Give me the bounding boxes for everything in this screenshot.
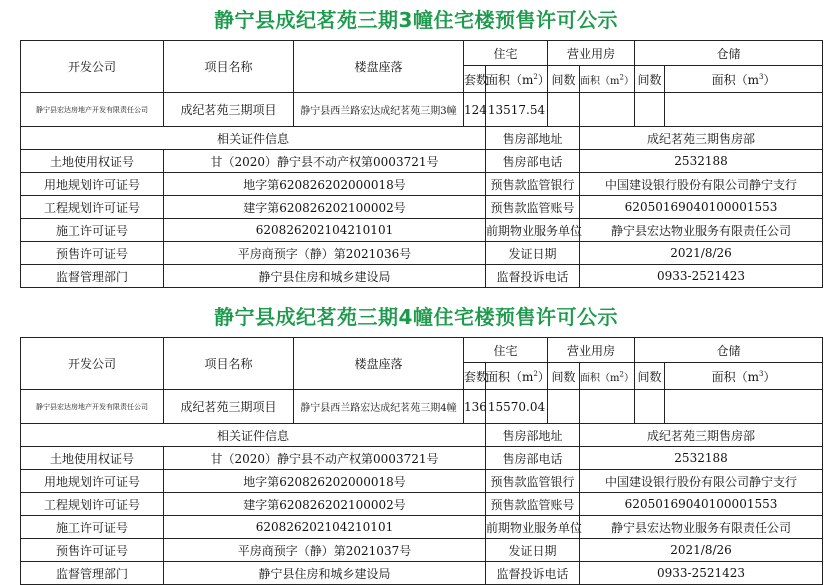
info-value: 62050169040100001553 xyxy=(580,196,823,219)
storage-header: 仓储 xyxy=(635,338,823,363)
cert-value: 甘（2020）静宁县不动产权第0003721号 xyxy=(164,150,486,173)
info-label: 售房部电话 xyxy=(486,150,580,173)
info-value: 2021/8/26 xyxy=(580,242,823,265)
cert-row xyxy=(21,562,823,585)
sets-header: 套数 xyxy=(464,66,486,93)
sales-office-value: 成纪茗苑三期售房部 xyxy=(580,424,823,447)
rooms-header: 间数 xyxy=(548,363,580,390)
storage-area-value xyxy=(665,93,823,127)
permit-notice-building-3 xyxy=(0,0,832,284)
info-value: 62050169040100001553 xyxy=(580,493,823,516)
cert-value: 静宁县住房和城乡建设局 xyxy=(164,562,486,585)
info-value: 静宁县宏达物业服务有限责任公司 xyxy=(580,219,823,242)
cert-row xyxy=(21,265,823,288)
commercial-area-header: 面积$(m^2)$ xyxy=(580,363,635,390)
cert-value: 地字第620826202000018号 xyxy=(164,470,486,493)
storage-rooms-value xyxy=(635,390,665,424)
cert-label: 土地使用权证号 xyxy=(21,150,164,173)
cert-label: 监督管理部门 xyxy=(21,562,164,585)
info-label: 预售款监管银行 xyxy=(486,470,580,493)
commercial-area-value xyxy=(580,93,635,127)
info-value: 中国建设银行股份有限公司静宁支行 xyxy=(580,173,823,196)
location-value: 静宁县西兰路宏达成纪茗苑三期4幢 xyxy=(294,390,464,424)
sales-office-value: 成纪茗苑三期售房部 xyxy=(580,127,823,150)
project-row xyxy=(21,93,823,127)
sets-header: 套数 xyxy=(464,363,486,390)
sets-value: 124 xyxy=(464,93,486,127)
cert-value: 建字第620826202100002号 xyxy=(164,196,486,219)
cert-label: 施工许可证号 xyxy=(21,219,164,242)
info-label: 售房部电话 xyxy=(486,447,580,470)
storage-header: 仓储 xyxy=(635,41,823,66)
cert-info-header: 相关证件信息 xyxy=(21,127,486,150)
cert-value: 平房商预字（静）第2021037号 xyxy=(164,539,486,562)
notice-title: 静宁县成纪茗苑三期4幢住宅楼预售许可公示 xyxy=(214,305,618,329)
info-label: 监督投诉电话 xyxy=(486,562,580,585)
area-header: 面积$(m^2)$ xyxy=(486,363,548,390)
cert-row xyxy=(21,516,823,539)
commercial-rooms-value xyxy=(548,93,580,127)
info-label: 预售款监管银行 xyxy=(486,173,580,196)
cert-row xyxy=(21,242,823,265)
residential-header: 住宅 xyxy=(464,338,548,363)
cert-value: 平房商预字（静）第2021036号 xyxy=(164,242,486,265)
info-value: 中国建设银行股份有限公司静宁支行 xyxy=(580,470,823,493)
cert-label: 监督管理部门 xyxy=(21,265,164,288)
info-label: 前期物业服务单位 xyxy=(486,219,580,242)
storage-rooms-header: 间数 xyxy=(635,363,665,390)
cert-label: 施工许可证号 xyxy=(21,516,164,539)
location-header: 楼盘座落 xyxy=(294,41,464,93)
commercial-header: 营业用房 xyxy=(548,41,635,66)
permit-notice-building-4 xyxy=(0,297,832,581)
header-row-1 xyxy=(21,41,823,66)
cert-row xyxy=(21,470,823,493)
project-name-value: 成纪茗苑三期项目 xyxy=(164,390,294,424)
info-value: 0933-2521423 xyxy=(580,265,823,288)
storage-rooms-header: 间数 xyxy=(635,66,665,93)
cert-label: 用地规划许可证号 xyxy=(21,470,164,493)
commercial-rooms-value xyxy=(548,390,580,424)
cert-row xyxy=(21,219,823,242)
info-label: 预售款监管账号 xyxy=(486,493,580,516)
location-header: 楼盘座落 xyxy=(294,338,464,390)
developer-value: 静宁县宏达房地产开发有限责任公司 xyxy=(21,390,164,424)
project-name-header: 项目名称 xyxy=(164,41,294,93)
cert-row xyxy=(21,150,823,173)
cert-value: 建字第620826202100002号 xyxy=(164,493,486,516)
info-label: 监督投诉电话 xyxy=(486,265,580,288)
cert-value: 甘（2020）静宁县不动产权第0003721号 xyxy=(164,447,486,470)
info-value: 2021/8/26 xyxy=(580,539,823,562)
developer-value: 静宁县宏达房地产开发有限责任公司 xyxy=(21,93,164,127)
cert-value: 620826202104210101 xyxy=(164,516,486,539)
project-name-header: 项目名称 xyxy=(164,338,294,390)
commercial-area-value xyxy=(580,390,635,424)
cert-label: 预售许可证号 xyxy=(21,242,164,265)
info-value: 2532188 xyxy=(580,150,823,173)
info-label: 发证日期 xyxy=(486,539,580,562)
cert-info-header: 相关证件信息 xyxy=(21,424,486,447)
storage-area-value xyxy=(665,390,823,424)
cert-label: 用地规划许可证号 xyxy=(21,173,164,196)
residential-header: 住宅 xyxy=(464,41,548,66)
sales-office-label: 售房部地址 xyxy=(486,127,580,150)
info-value: 2532188 xyxy=(580,447,823,470)
notice-title: 静宁县成纪茗苑三期3幢住宅楼预售许可公示 xyxy=(214,8,618,32)
cert-label: 预售许可证号 xyxy=(21,539,164,562)
project-row xyxy=(21,390,823,424)
info-label: 发证日期 xyxy=(486,242,580,265)
area-value: 15570.04 xyxy=(486,390,548,424)
cert-row xyxy=(21,539,823,562)
cert-header-row xyxy=(21,127,823,150)
cert-label: 工程规划许可证号 xyxy=(21,196,164,219)
header-row-1 xyxy=(21,338,823,363)
sales-office-label: 售房部地址 xyxy=(486,424,580,447)
cert-row xyxy=(21,493,823,516)
permit-table xyxy=(20,40,823,288)
storage-area-header: 面积$(m^3)$ xyxy=(665,66,823,93)
area-value: 13517.54 xyxy=(486,93,548,127)
cert-row xyxy=(21,196,823,219)
info-label: 前期物业服务单位 xyxy=(486,516,580,539)
sets-value: 136 xyxy=(464,390,486,424)
cert-value: 地字第620826202000018号 xyxy=(164,173,486,196)
developer-header: 开发公司 xyxy=(21,41,164,93)
rooms-header: 间数 xyxy=(548,66,580,93)
cert-label: 土地使用权证号 xyxy=(21,447,164,470)
cert-value: 620826202104210101 xyxy=(164,219,486,242)
cert-value: 静宁县住房和城乡建设局 xyxy=(164,265,486,288)
location-value: 静宁县西兰路宏达成纪茗苑三期3幢 xyxy=(294,93,464,127)
cert-row xyxy=(21,173,823,196)
permit-table xyxy=(20,337,823,585)
commercial-area-header: 面积$(m^2)$ xyxy=(580,66,635,93)
area-header: 面积$(m^2)$ xyxy=(486,66,548,93)
info-label: 预售款监管账号 xyxy=(486,196,580,219)
storage-rooms-value xyxy=(635,93,665,127)
commercial-header: 营业用房 xyxy=(548,338,635,363)
info-value: 静宁县宏达物业服务有限责任公司 xyxy=(580,516,823,539)
cert-label: 工程规划许可证号 xyxy=(21,493,164,516)
developer-header: 开发公司 xyxy=(21,338,164,390)
cert-header-row xyxy=(21,424,823,447)
project-name-value: 成纪茗苑三期项目 xyxy=(164,93,294,127)
storage-area-header: 面积$(m^3)$ xyxy=(665,363,823,390)
info-value: 0933-2521423 xyxy=(580,562,823,585)
cert-row xyxy=(21,447,823,470)
